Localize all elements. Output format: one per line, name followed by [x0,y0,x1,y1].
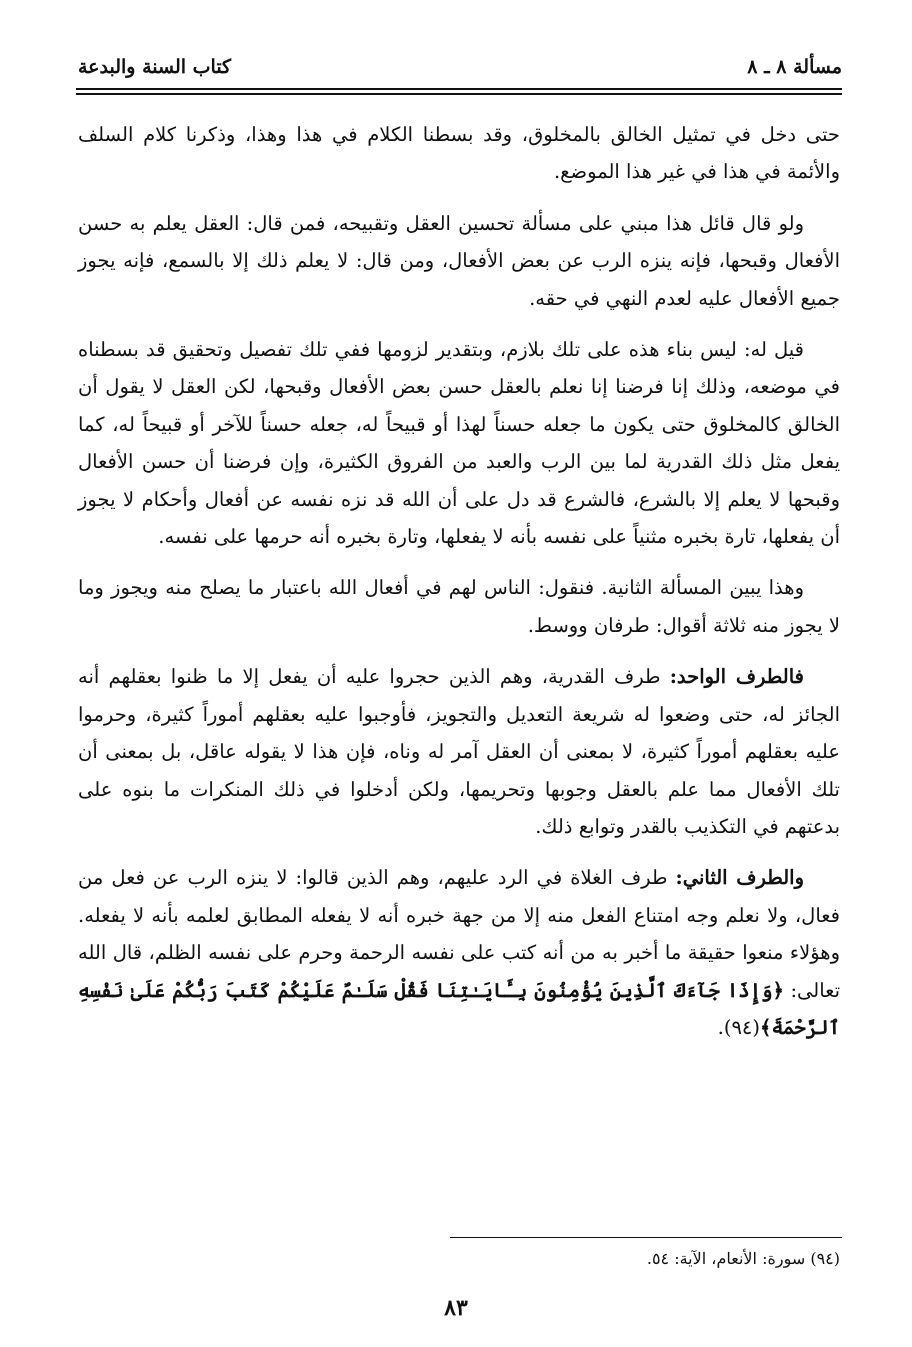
header-rule-second [76,93,842,95]
paragraph-text: طرف الغلاة في الرد عليهم، وهم الذين قالوا: لا ينزه الرب عن فعل من فعال، ولا نعلم وجه امتناع الفعل منه إلا من جهة خبره أنه لا يفعله المطابق لعلمه بأنه لا يفعله. وهؤلاء منعوا حقيقة ما أخبر به من أنه كتب على نفسه الرحمة وحرم على نفسه الظلم، قال الله تعالى: [78,866,840,1002]
footnote-separator [450,1237,842,1238]
quran-verse: ﴿وَإِذَا جَآءَكَ ٱلَّذِينَ يُؤْمِنُونَ بِـَٔايَـٰتِنَا فَقُلْ سَلَـٰمٌ عَلَيْكُمْ كَتَبَ رَبُّكُمْ عَلَىٰ نَفْسِهِ ٱلرَّحْمَةَ﴾ [78,978,840,1039]
header-rule [76,88,842,90]
running-header [78,52,842,88]
footnote-reference: (٩٤). [717,1015,761,1039]
paragraph-text: حتى دخل في تمثيل الخالق بالمخلوق، وقد بسطنا الكلام في هذا وهذا، وذكرنا كلام السلف والأئمة في هذا في غير هذا الموضع. [78,123,840,184]
paragraph-text: قيل له: ليس بناء هذه على تلك بلازم، وبتقدير لزومها ففي تلك تفصيل وتحقيق قد بسطناه في موضعه، وذلك إنا فرضنا إنا نعلم بالعقل حسن بعض الأفعال وقبحها، لكن العقل لا يقول أن الخالق كالمخلوق حتى يكون ما جعله حسناً لهذا أو قبيحاً له، جعله حسناً للآخر أو قبيحاً له، كما يفعل مثل ذلك القدرية لما بين الرب والعبد من الفروق الكثيرة، وإن فرضنا أن حسن الأفعال وقبحها لا يعلم إلا بالشرع، فالشرع قد دل على أن الله قد نزه نفسه عن أفعال وأحكام لا يجوز أن يفعلها، تارة بخبره مثنياً على نفسه بأنه لا يفعلها، وتارة بخبره أنه حرمها على نفسه. [78,338,840,549]
footnote: (٩٤) سورة: الأنعام، الآية: ٥٤. [646,1249,840,1268]
main-text [78,116,840,1060]
header-book-title: كتاب السنة والبدعة [78,56,232,78]
paragraph-text: طرف القدرية، وهم الذين حجروا عليه أن يفعل إلا ما ظنوا بعقلهم أنه الجائز له، حتى وضعوا له شريعة التعديل والتجويز، فأوجبوا عليه بعقلهم أموراً كثيرة، وحرموا عليه بعقلهم أموراً كثيرة، لا بمعنى أن العقل آمر له وناه، فإن هذا لا يقوله عاقل، بل بمعنى أن تلك الأفعال مما علم بالعقل وجوبها وتحريمها، ولكن أدخلوا في ذلك المنكرات ما بنوه على بدعتهم في التكذيب بالقدر وتوابع ذلك. [78,665,840,838]
paragraph-3 [78,331,840,555]
paragraph-4 [78,569,840,644]
paragraph-lead: والطرف الثاني: [675,866,804,890]
paragraph-text: ولو قال قائل هذا مبني على مسألة تحسين العقل وتقبيحه، فمن قال: العقل يعلم به حسن الأفعال وقبحها، فإنه ينزه الرب عن بعض الأفعال، ومن قال: لا يعلم ذلك إلا بالسمع، فإنه يجوز جميع الأفعال عليه لعدم النهي في حقه. [78,211,840,310]
paragraph-text: وهذا يبين المسألة الثانية. فنقول: الناس لهم في أفعال الله باعتبار ما يصلح منه ويجوز وما لا يجوز منه ثلاثة أقوال: طرفان ووسط. [78,576,840,637]
paragraph-5 [78,658,840,845]
header-issue-number: مسألة ٨ ـ ٨ [747,56,842,78]
paragraph-lead: فالطرف الواحد: [669,665,804,689]
paragraph-2 [78,205,840,317]
paragraph-1 [78,116,840,191]
paragraph-6 [78,859,840,1046]
page-number: ٨٣ [444,1295,468,1321]
